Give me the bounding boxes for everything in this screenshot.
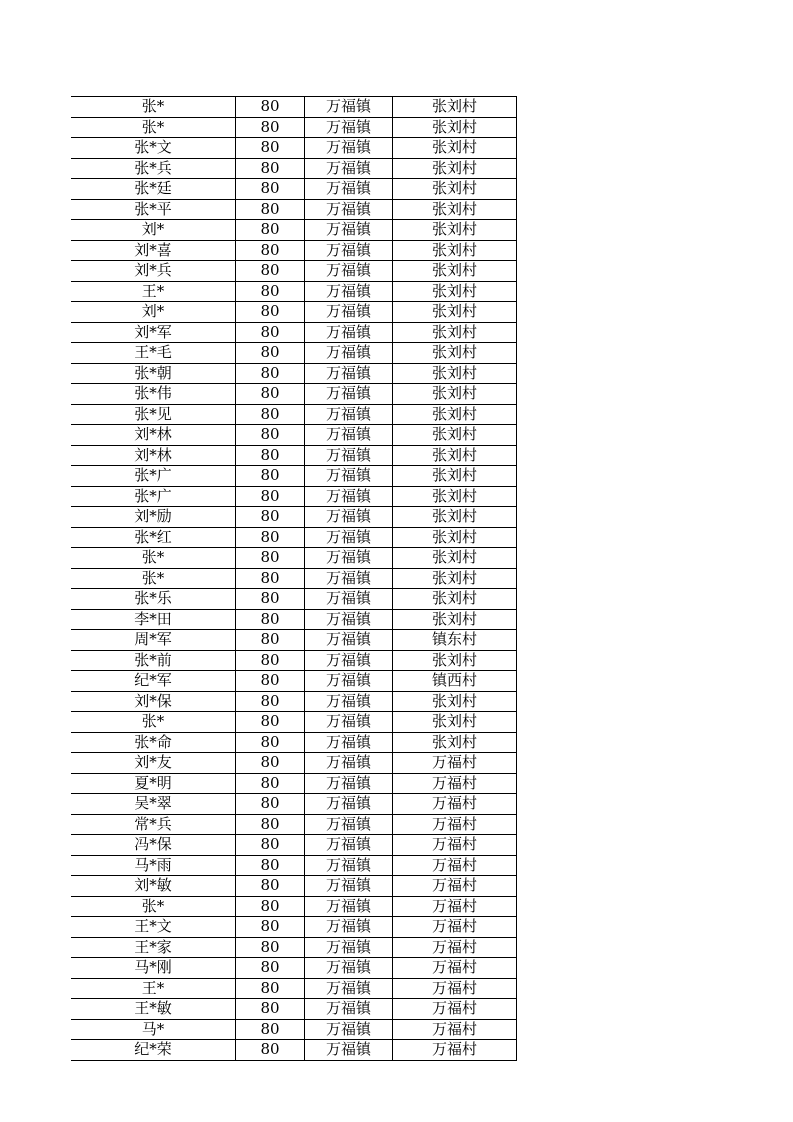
name-cell: 刘*林 xyxy=(71,445,236,466)
name-cell: 张*兵 xyxy=(71,158,236,179)
name-cell: 王*家 xyxy=(71,937,236,958)
town-cell: 万福镇 xyxy=(305,855,393,876)
town-cell: 万福镇 xyxy=(305,466,393,487)
town-cell: 万福镇 xyxy=(305,302,393,323)
town-cell: 万福镇 xyxy=(305,978,393,999)
town-cell: 万福镇 xyxy=(305,343,393,364)
town-cell: 万福镇 xyxy=(305,240,393,261)
amount-cell: 80 xyxy=(236,732,305,753)
amount-cell: 80 xyxy=(236,937,305,958)
town-cell: 万福镇 xyxy=(305,835,393,856)
name-cell: 张*文 xyxy=(71,138,236,159)
village-cell: 张刘村 xyxy=(393,650,517,671)
table-row xyxy=(71,97,517,118)
table-row xyxy=(71,179,517,200)
town-cell: 万福镇 xyxy=(305,794,393,815)
table-row xyxy=(71,589,517,610)
table-row xyxy=(71,445,517,466)
village-cell: 张刘村 xyxy=(393,507,517,528)
name-cell: 李*田 xyxy=(71,609,236,630)
name-cell: 张* xyxy=(71,117,236,138)
table-row xyxy=(71,261,517,282)
name-cell: 张* xyxy=(71,712,236,733)
village-cell: 张刘村 xyxy=(393,322,517,343)
table-row xyxy=(71,322,517,343)
name-cell: 刘*敏 xyxy=(71,876,236,897)
village-cell: 万福村 xyxy=(393,896,517,917)
town-cell: 万福镇 xyxy=(305,773,393,794)
town-cell: 万福镇 xyxy=(305,568,393,589)
table-row xyxy=(71,691,517,712)
amount-cell: 80 xyxy=(236,527,305,548)
village-cell: 张刘村 xyxy=(393,138,517,159)
amount-cell: 80 xyxy=(236,179,305,200)
name-cell: 王* xyxy=(71,281,236,302)
amount-cell: 80 xyxy=(236,486,305,507)
table-row xyxy=(71,1019,517,1040)
village-cell: 张刘村 xyxy=(393,240,517,261)
name-cell: 王*敏 xyxy=(71,999,236,1020)
village-cell: 万福村 xyxy=(393,753,517,774)
town-cell: 万福镇 xyxy=(305,138,393,159)
amount-cell: 80 xyxy=(236,568,305,589)
name-cell: 张* xyxy=(71,568,236,589)
town-cell: 万福镇 xyxy=(305,322,393,343)
town-cell: 万福镇 xyxy=(305,896,393,917)
town-cell: 万福镇 xyxy=(305,1040,393,1061)
village-cell: 张刘村 xyxy=(393,548,517,569)
village-cell: 张刘村 xyxy=(393,302,517,323)
amount-cell: 80 xyxy=(236,773,305,794)
village-cell: 万福村 xyxy=(393,999,517,1020)
town-cell: 万福镇 xyxy=(305,958,393,979)
amount-cell: 80 xyxy=(236,302,305,323)
town-cell: 万福镇 xyxy=(305,425,393,446)
village-cell: 万福村 xyxy=(393,1019,517,1040)
village-cell: 万福村 xyxy=(393,917,517,938)
village-cell: 张刘村 xyxy=(393,117,517,138)
village-cell: 张刘村 xyxy=(393,261,517,282)
table-row xyxy=(71,548,517,569)
table-row xyxy=(71,876,517,897)
village-cell: 张刘村 xyxy=(393,527,517,548)
village-cell: 张刘村 xyxy=(393,486,517,507)
amount-cell: 80 xyxy=(236,589,305,610)
name-cell: 张*廷 xyxy=(71,179,236,200)
village-cell: 镇西村 xyxy=(393,671,517,692)
table-row xyxy=(71,978,517,999)
village-cell: 张刘村 xyxy=(393,343,517,364)
name-cell: 常*兵 xyxy=(71,814,236,835)
name-cell: 张*见 xyxy=(71,404,236,425)
table-row xyxy=(71,158,517,179)
town-cell: 万福镇 xyxy=(305,199,393,220)
name-cell: 张* xyxy=(71,548,236,569)
town-cell: 万福镇 xyxy=(305,589,393,610)
town-cell: 万福镇 xyxy=(305,507,393,528)
table-row xyxy=(71,466,517,487)
table-row xyxy=(71,896,517,917)
name-cell: 马*雨 xyxy=(71,855,236,876)
table-row xyxy=(71,117,517,138)
table-row xyxy=(71,732,517,753)
name-cell: 刘*喜 xyxy=(71,240,236,261)
town-cell: 万福镇 xyxy=(305,117,393,138)
name-cell: 张*伟 xyxy=(71,384,236,405)
village-cell: 张刘村 xyxy=(393,199,517,220)
table-row xyxy=(71,425,517,446)
table-row xyxy=(71,220,517,241)
name-cell: 王*文 xyxy=(71,917,236,938)
table-row xyxy=(71,855,517,876)
name-cell: 马* xyxy=(71,1019,236,1040)
amount-cell: 80 xyxy=(236,240,305,261)
table-row xyxy=(71,712,517,733)
village-cell: 张刘村 xyxy=(393,179,517,200)
town-cell: 万福镇 xyxy=(305,220,393,241)
village-cell: 张刘村 xyxy=(393,158,517,179)
name-cell: 张*平 xyxy=(71,199,236,220)
table-row xyxy=(71,814,517,835)
village-cell: 张刘村 xyxy=(393,609,517,630)
name-cell: 刘* xyxy=(71,220,236,241)
amount-cell: 80 xyxy=(236,1019,305,1040)
amount-cell: 80 xyxy=(236,548,305,569)
table-row xyxy=(71,199,517,220)
amount-cell: 80 xyxy=(236,97,305,118)
village-cell: 张刘村 xyxy=(393,732,517,753)
name-cell: 张*命 xyxy=(71,732,236,753)
village-cell: 万福村 xyxy=(393,835,517,856)
village-cell: 万福村 xyxy=(393,978,517,999)
amount-cell: 80 xyxy=(236,896,305,917)
town-cell: 万福镇 xyxy=(305,384,393,405)
name-cell: 张* xyxy=(71,896,236,917)
table-row xyxy=(71,507,517,528)
amount-cell: 80 xyxy=(236,814,305,835)
table-row xyxy=(71,486,517,507)
name-cell: 张*前 xyxy=(71,650,236,671)
table-row xyxy=(71,302,517,323)
amount-cell: 80 xyxy=(236,261,305,282)
amount-cell: 80 xyxy=(236,630,305,651)
village-cell: 万福村 xyxy=(393,794,517,815)
name-cell: 张*广 xyxy=(71,466,236,487)
town-cell: 万福镇 xyxy=(305,999,393,1020)
amount-cell: 80 xyxy=(236,1040,305,1061)
name-cell: 张* xyxy=(71,97,236,118)
village-cell: 张刘村 xyxy=(393,97,517,118)
town-cell: 万福镇 xyxy=(305,609,393,630)
name-cell: 刘*林 xyxy=(71,425,236,446)
table-row xyxy=(71,527,517,548)
table-row xyxy=(71,1040,517,1061)
table-row xyxy=(71,568,517,589)
village-cell: 张刘村 xyxy=(393,281,517,302)
table-row xyxy=(71,958,517,979)
table-row xyxy=(71,138,517,159)
amount-cell: 80 xyxy=(236,794,305,815)
amount-cell: 80 xyxy=(236,404,305,425)
town-cell: 万福镇 xyxy=(305,97,393,118)
village-cell: 张刘村 xyxy=(393,712,517,733)
village-cell: 万福村 xyxy=(393,1040,517,1061)
amount-cell: 80 xyxy=(236,507,305,528)
town-cell: 万福镇 xyxy=(305,814,393,835)
amount-cell: 80 xyxy=(236,158,305,179)
town-cell: 万福镇 xyxy=(305,630,393,651)
amount-cell: 80 xyxy=(236,199,305,220)
town-cell: 万福镇 xyxy=(305,712,393,733)
village-cell: 张刘村 xyxy=(393,384,517,405)
town-cell: 万福镇 xyxy=(305,650,393,671)
name-cell: 张*红 xyxy=(71,527,236,548)
amount-cell: 80 xyxy=(236,753,305,774)
amount-cell: 80 xyxy=(236,281,305,302)
amount-cell: 80 xyxy=(236,978,305,999)
town-cell: 万福镇 xyxy=(305,158,393,179)
roster-table xyxy=(71,96,517,1061)
amount-cell: 80 xyxy=(236,650,305,671)
village-cell: 万福村 xyxy=(393,855,517,876)
table-row xyxy=(71,753,517,774)
name-cell: 刘*励 xyxy=(71,507,236,528)
name-cell: 刘*军 xyxy=(71,322,236,343)
name-cell: 王* xyxy=(71,978,236,999)
town-cell: 万福镇 xyxy=(305,179,393,200)
amount-cell: 80 xyxy=(236,958,305,979)
village-cell: 万福村 xyxy=(393,937,517,958)
amount-cell: 80 xyxy=(236,876,305,897)
amount-cell: 80 xyxy=(236,117,305,138)
name-cell: 冯*保 xyxy=(71,835,236,856)
village-cell: 张刘村 xyxy=(393,691,517,712)
village-cell: 张刘村 xyxy=(393,466,517,487)
town-cell: 万福镇 xyxy=(305,281,393,302)
amount-cell: 80 xyxy=(236,917,305,938)
table-row xyxy=(71,404,517,425)
name-cell: 张*乐 xyxy=(71,589,236,610)
town-cell: 万福镇 xyxy=(305,261,393,282)
village-cell: 万福村 xyxy=(393,958,517,979)
town-cell: 万福镇 xyxy=(305,876,393,897)
amount-cell: 80 xyxy=(236,343,305,364)
name-cell: 纪*军 xyxy=(71,671,236,692)
village-cell: 张刘村 xyxy=(393,445,517,466)
amount-cell: 80 xyxy=(236,835,305,856)
village-cell: 张刘村 xyxy=(393,404,517,425)
name-cell: 吴*翠 xyxy=(71,794,236,815)
name-cell: 周*军 xyxy=(71,630,236,651)
name-cell: 刘*兵 xyxy=(71,261,236,282)
table-row xyxy=(71,773,517,794)
village-cell: 张刘村 xyxy=(393,220,517,241)
name-cell: 刘* xyxy=(71,302,236,323)
village-cell: 万福村 xyxy=(393,876,517,897)
amount-cell: 80 xyxy=(236,609,305,630)
amount-cell: 80 xyxy=(236,220,305,241)
town-cell: 万福镇 xyxy=(305,917,393,938)
amount-cell: 80 xyxy=(236,466,305,487)
amount-cell: 80 xyxy=(236,691,305,712)
amount-cell: 80 xyxy=(236,384,305,405)
town-cell: 万福镇 xyxy=(305,753,393,774)
name-cell: 夏*明 xyxy=(71,773,236,794)
town-cell: 万福镇 xyxy=(305,486,393,507)
village-cell: 张刘村 xyxy=(393,568,517,589)
town-cell: 万福镇 xyxy=(305,404,393,425)
amount-cell: 80 xyxy=(236,138,305,159)
table-row xyxy=(71,794,517,815)
table-row xyxy=(71,363,517,384)
town-cell: 万福镇 xyxy=(305,937,393,958)
table-row xyxy=(71,999,517,1020)
table-row xyxy=(71,343,517,364)
amount-cell: 80 xyxy=(236,999,305,1020)
amount-cell: 80 xyxy=(236,322,305,343)
town-cell: 万福镇 xyxy=(305,445,393,466)
amount-cell: 80 xyxy=(236,671,305,692)
village-cell: 张刘村 xyxy=(393,589,517,610)
village-cell: 张刘村 xyxy=(393,363,517,384)
name-cell: 马*刚 xyxy=(71,958,236,979)
village-cell: 张刘村 xyxy=(393,425,517,446)
town-cell: 万福镇 xyxy=(305,363,393,384)
roster-table-body xyxy=(71,97,517,1061)
table-row xyxy=(71,609,517,630)
amount-cell: 80 xyxy=(236,855,305,876)
town-cell: 万福镇 xyxy=(305,548,393,569)
amount-cell: 80 xyxy=(236,712,305,733)
table-row xyxy=(71,671,517,692)
town-cell: 万福镇 xyxy=(305,527,393,548)
name-cell: 张*广 xyxy=(71,486,236,507)
town-cell: 万福镇 xyxy=(305,732,393,753)
table-row xyxy=(71,384,517,405)
name-cell: 王*毛 xyxy=(71,343,236,364)
name-cell: 纪*荣 xyxy=(71,1040,236,1061)
name-cell: 刘*保 xyxy=(71,691,236,712)
town-cell: 万福镇 xyxy=(305,671,393,692)
table-row xyxy=(71,917,517,938)
name-cell: 刘*友 xyxy=(71,753,236,774)
table-row xyxy=(71,281,517,302)
table-row xyxy=(71,650,517,671)
table-row xyxy=(71,835,517,856)
name-cell: 张*朝 xyxy=(71,363,236,384)
village-cell: 镇东村 xyxy=(393,630,517,651)
table-row xyxy=(71,937,517,958)
amount-cell: 80 xyxy=(236,445,305,466)
village-cell: 万福村 xyxy=(393,773,517,794)
table-row xyxy=(71,240,517,261)
table-row xyxy=(71,630,517,651)
amount-cell: 80 xyxy=(236,425,305,446)
town-cell: 万福镇 xyxy=(305,1019,393,1040)
town-cell: 万福镇 xyxy=(305,691,393,712)
village-cell: 万福村 xyxy=(393,814,517,835)
amount-cell: 80 xyxy=(236,363,305,384)
